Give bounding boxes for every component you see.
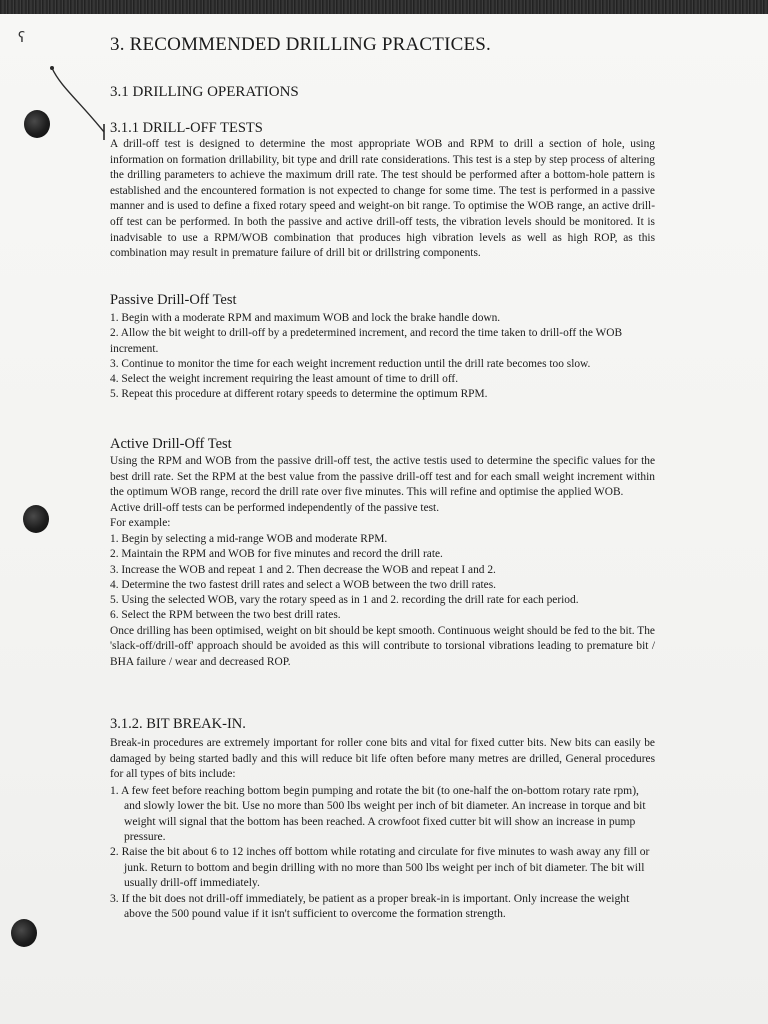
active-test-section <box>110 436 655 671</box>
list-item: 6. Select the RPM between the two best drill rates. <box>110 609 341 622</box>
list-item: 2. Allow the bit weight to drill-off by a predetermined increment, and record the time taken to drill-off the WOB increment. <box>110 327 623 355</box>
list-item: 3. Increase the WOB and repeat 1 and 2. Then decrease the WOB and repeat I and 2. <box>110 563 496 576</box>
section-heading: 3. RECOMMENDED DRILLING PRACTICES. <box>110 34 492 55</box>
bit-break-in-intro: Break-in procedures are extremely important for roller cone bits and vital for fixed cutter bits. New bits can easily be damaged by being started badly and this will reduce bit life often before many metres are drilled, General procedures for all types of bits include: <box>110 737 655 781</box>
list-item: 1. Begin by selecting a mid-range WOB and moderate RPM. <box>110 532 388 545</box>
drill-off-tests-title: 3.1.1 DRILL-OFF TESTS <box>110 120 263 136</box>
passive-test-section <box>110 292 655 403</box>
drill-off-tests-body: A drill-off test is designed to determine the most appropriate WOB and RPM to drill a section of hole, using information on formation drillability, bit type and drill rate considerations. This test is a step by step process of altering the drilling parameters to achieve the maximum drill rate. The test should be performed after a bottom-hole pattern is established and the encountered formation is not expected to change for some time. The test is performed in a passive manner and is used to define a fixed rotary speed and weight-on bit range. To optimise the WOB range, an active drill-off test can be performed. In both the passive and active drill-off tests, the vibration levels should be monitored. It is inadvisable to use a RPM/WOB combination that produces high vibration levels as well as high ROP, as this combination may result in premature failure of drill bit or drillstring components. <box>110 138 655 260</box>
subsection-heading: 3.1 DRILLING OPERATIONS <box>110 84 299 100</box>
active-test-note: Active drill-off tests can be performed independently of the passive test. <box>110 501 440 514</box>
scan-top-edge <box>0 0 768 14</box>
punch-hole-bottom <box>11 919 37 947</box>
active-test-title: Active Drill-Off Test <box>110 436 232 452</box>
passive-test-list <box>110 311 655 403</box>
active-test-example-label: For example: <box>110 517 171 530</box>
list-item: 5. Using the selected WOB, vary the rotary speed as in 1 and 2. recording the drill rate for each period. <box>110 594 579 607</box>
punch-hole-middle <box>23 505 49 533</box>
list-item: 1. A few feet before reaching bottom begin pumping and rotate the bit (to one-half the on-bottom rotary rate rpm), and slowly lower the bit. Use no more than 500 lbs weight per inch of bit diameter. An increase in torque and bit weight will signal that the bottom has been reached. A crowfoot fixed cutter bit will show an increase in pump pressure. <box>110 783 646 843</box>
drill-off-tests-section <box>110 120 655 262</box>
active-test-intro: Using the RPM and WOB from the passive drill-off test, the active testis used to determine the specific values for the best drill rate. Set the RPM at the best value from the passive drill-off test and for each small weight increment within the optimum WOB range, record the drill rate over five minutes. This will refine and optimise the applied WOB. <box>110 455 655 499</box>
margin-mark: ʕ <box>18 30 26 46</box>
list-item: 4. Select the weight increment requiring the least amount of time to drill off. <box>110 373 459 386</box>
list-item: 5. Repeat this procedure at different rotary speeds to determine the optimum RPM. <box>110 388 488 401</box>
bit-break-in-list <box>110 783 655 922</box>
list-item: 3. Continue to monitor the time for each weight increment reduction until the drill rate becomes too slow. <box>110 357 591 370</box>
list-item: 1. Begin with a moderate RPM and maximum WOB and lock the brake handle down. <box>110 312 501 324</box>
punch-hole-top <box>24 110 50 138</box>
active-test-closing: Once drilling has been optimised, weight on bit should be kept smooth. Continuous weight should be fed to the bit. The 'slack-off/drill-off' approach should be avoided as this will contribute to torsional vibrations leading to premature bit / BHA failure / wear and decreased ROP. <box>110 624 655 668</box>
list-item: 3. If the bit does not drill-off immediately, be patient as a proper break-in is important. Only increase the weight above the 500 pound value if it isn't sufficient to overcome the formation strength. <box>110 891 630 921</box>
bit-break-in-section <box>110 716 655 921</box>
list-item: 2. Raise the bit about 6 to 12 inches off bottom while rotating and circulate for five minutes to wash away any fill or junk. Return to bottom and begin drilling with no more than 500 lbs weight per inch of bit diameter. The bit will usually drill-off immediately. <box>110 845 650 890</box>
active-test-list <box>110 532 655 624</box>
list-item: 4. Determine the two fastest drill rates and select a WOB between the two drill rates. <box>110 578 496 591</box>
bit-break-in-title: 3.1.2. BIT BREAK-IN. <box>110 716 246 732</box>
passive-test-title: Passive Drill-Off Test <box>110 292 237 308</box>
list-item: 2. Maintain the RPM and WOB for five minutes and record the drill rate. <box>110 548 443 561</box>
